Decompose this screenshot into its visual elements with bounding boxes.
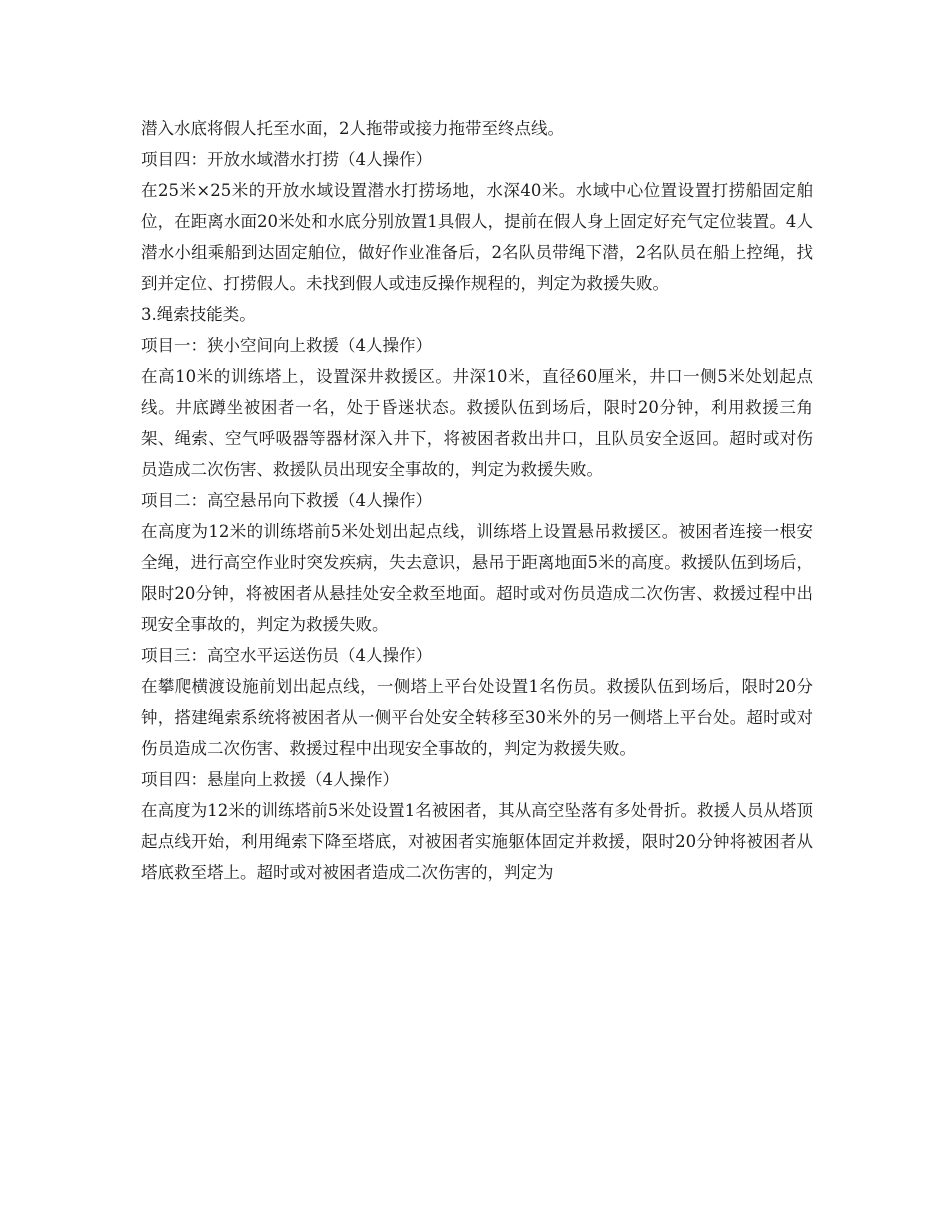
heading-project-two-suspension: 项目二：高空悬吊向下救援（4人操作） xyxy=(141,491,432,510)
paragraph-confined-space: 在高10米的训练塔上，设置深井救援区。井深10米，直径60厘米，井口一侧5米处划起点线。井底蹲坐被困者一名，处于昏迷状态。救援队伍到场后，限时20分钟，利用救援三角架、绳索、空气呼吸器等器材深入井下，将被困者救出井口，且队员安全返回。超时或对伤员造成二次伤害、救援队员出现安全事故的，判定为救援失败。 xyxy=(141,367,813,479)
paragraph-suspension: 在高度为12米的训练塔前5米处划出起点线，训练塔上设置悬吊救援区。被困者连接一根安全绳，进行高空作业时突发疾病，失去意识，悬吊于距离地面5米的高度。救援队伍到场后，限时20分钟，将被困者从悬挂处安全救至地面。超时或对伤员造成二次伤害、救援过程中出现安全事故的，判定为救援失败。 xyxy=(141,522,813,634)
heading-project-four-cliff: 项目四：悬崖向上救援（4人操作） xyxy=(141,770,399,789)
section-heading-rope-skills: 3.绳索技能类。 xyxy=(141,305,256,324)
paragraph-horizontal: 在攀爬横渡设施前划出起点线，一侧塔上平台处设置1名伤员。救援队伍到场后，限时20分钟，搭建绳索系统将被困者从一侧平台处安全转移至30米外的另一侧塔上平台处。超时或对伤员造成二次伤害、救援过程中出现安全事故的，判定为救援失败。 xyxy=(141,677,813,758)
document-body xyxy=(141,113,813,888)
heading-project-one-confined-space: 项目一：狭小空间向上救援（4人操作） xyxy=(141,336,432,355)
paragraph-diving-salvage: 在25米×25米的开放水域设置潜水打捞场地，水深40米。水域中心位置设置打捞船固定舶位，在距离水面20米处和水底分别放置1具假人，提前在假人身上固定好充气定位装置。4人潜水小组乘船到达固定舶位，做好作业准备后，2名队员带绳下潜，2名队员在船上控绳，找到并定位、打捞假人。未找到假人或违反操作规程的，判定为救援失败。 xyxy=(141,181,813,293)
paragraph-continuation: 潜入水底将假人托至水面，2人拖带或接力拖带至终点线。 xyxy=(141,119,564,138)
heading-project-three-horizontal: 项目三：高空水平运送伤员（4人操作） xyxy=(141,646,432,665)
paragraph-cliff: 在高度为12米的训练塔前5米处设置1名被困者，其从高空坠落有多处骨折。救援人员从塔顶起点线开始，利用绳索下降至塔底，对被困者实施躯体固定并救援，限时20分钟将被困者从塔底救至塔上。超时或对被困者造成二次伤害的，判定为 xyxy=(141,801,813,882)
heading-project-four-diving: 项目四：开放水域潜水打捞（4人操作） xyxy=(141,150,432,169)
